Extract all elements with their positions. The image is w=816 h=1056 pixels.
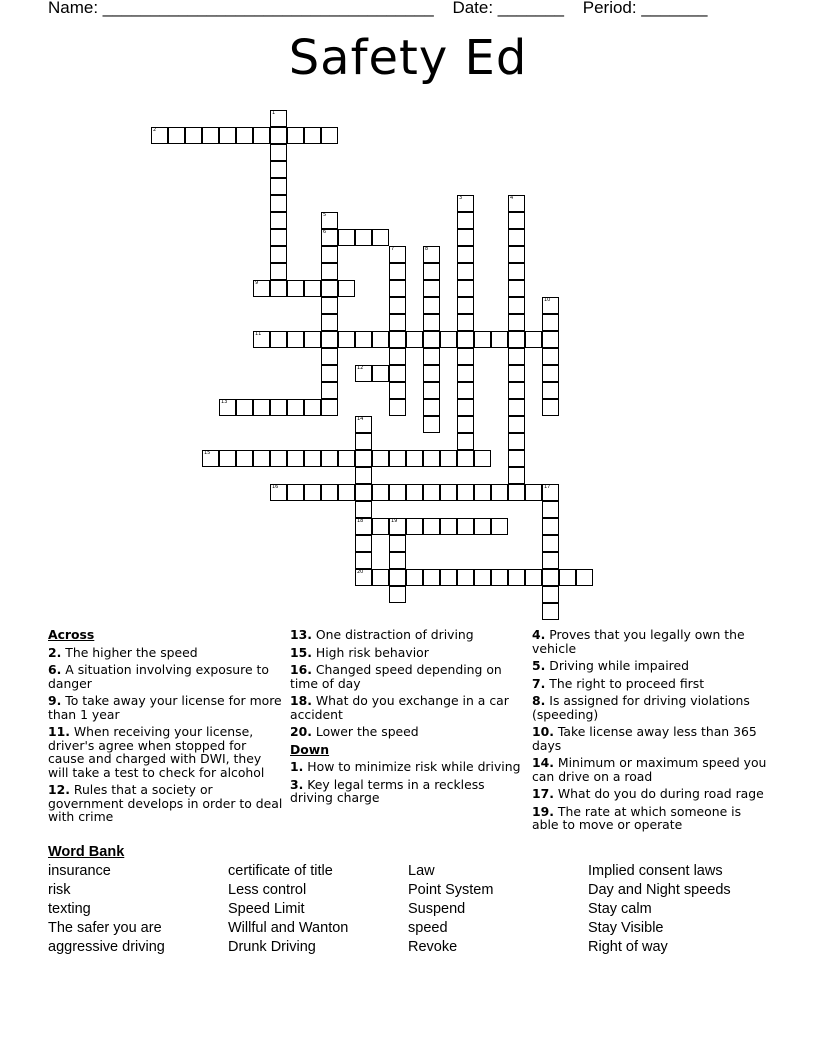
crossword-cell[interactable] <box>542 552 559 569</box>
crossword-cell[interactable] <box>457 195 474 212</box>
crossword-cell[interactable] <box>389 382 406 399</box>
crossword-cell[interactable] <box>338 484 355 501</box>
crossword-cell[interactable] <box>338 331 355 348</box>
word-bank-item: Stay Visible <box>588 920 664 936</box>
crossword-cell[interactable] <box>219 127 236 144</box>
crossword-cell[interactable] <box>253 331 270 348</box>
page-title: Safety Ed <box>288 30 528 86</box>
word-bank-item: Point System <box>408 882 494 898</box>
crossword-cell[interactable] <box>423 331 440 348</box>
crossword-cell[interactable] <box>423 348 440 365</box>
crossword-cell[interactable] <box>321 297 338 314</box>
crossword-cell[interactable] <box>270 263 287 280</box>
crossword-cell[interactable] <box>389 450 406 467</box>
clue-across-16: 16. Changed speed depending on time of day <box>290 662 502 691</box>
crossword-cell[interactable] <box>440 484 457 501</box>
crossword-cell[interactable] <box>321 450 338 467</box>
crossword-cell[interactable] <box>457 518 474 535</box>
crossword-cell[interactable] <box>406 331 423 348</box>
clue-across-6: 6. A situation involving exposure to danger <box>48 662 269 691</box>
crossword-cell[interactable] <box>372 450 389 467</box>
clue-across-18: 18. What do you exchange in a car accident <box>290 693 509 722</box>
crossword-cell[interactable] <box>389 348 406 365</box>
clue-down-7: 7. The right to proceed first <box>532 675 705 691</box>
crossword-cell[interactable] <box>389 484 406 501</box>
down-heading: Down <box>290 741 330 757</box>
crossword-cell[interactable] <box>508 467 525 484</box>
crossword-cell[interactable] <box>304 484 321 501</box>
word-bank-column-2 <box>228 862 408 957</box>
crossword-cell[interactable] <box>508 280 525 297</box>
crossword-cell[interactable] <box>457 416 474 433</box>
crossword-cell[interactable] <box>270 212 287 229</box>
crossword-cell[interactable] <box>389 365 406 382</box>
word-bank-item: risk <box>48 882 71 898</box>
crossword-cell[interactable] <box>457 263 474 280</box>
crossword-cell[interactable] <box>270 178 287 195</box>
crossword-cell[interactable] <box>389 297 406 314</box>
crossword-cell[interactable] <box>406 484 423 501</box>
crossword-cell[interactable] <box>321 331 338 348</box>
crossword-cell[interactable] <box>491 569 508 586</box>
word-bank-item: Less control <box>228 882 307 898</box>
crossword-cell[interactable] <box>304 331 321 348</box>
crossword-cell[interactable] <box>270 280 287 297</box>
crossword-cell[interactable] <box>355 518 372 535</box>
crossword-cell[interactable] <box>508 348 525 365</box>
crossword-cell[interactable] <box>440 569 457 586</box>
crossword-cell[interactable] <box>542 348 559 365</box>
crossword-cell[interactable] <box>253 450 270 467</box>
clue-number: 20 <box>357 569 364 575</box>
clue-number: 4 <box>510 195 514 201</box>
crossword-cell[interactable] <box>389 314 406 331</box>
crossword-cell[interactable] <box>406 569 423 586</box>
crossword-cell[interactable] <box>236 399 253 416</box>
clue-number: 8 <box>425 246 429 252</box>
crossword-cell[interactable] <box>355 535 372 552</box>
word-bank-item: Revoke <box>408 939 458 955</box>
crossword-cell[interactable] <box>202 450 219 467</box>
crossword-cell[interactable] <box>508 416 525 433</box>
crossword-cell[interactable] <box>338 229 355 246</box>
word-bank-column-1 <box>48 862 228 957</box>
crossword-cell[interactable] <box>423 399 440 416</box>
period-line[interactable]: Period: _______ <box>582 0 708 17</box>
clue-number: 11 <box>255 331 262 337</box>
word-bank-item: insurance <box>48 863 111 879</box>
clue-down-10: 10. Take license away less than 365 days <box>532 724 757 753</box>
crossword-cell[interactable] <box>508 433 525 450</box>
clue-column-3 <box>532 628 768 836</box>
crossword-cell[interactable] <box>508 297 525 314</box>
clue-number: 7 <box>391 246 395 252</box>
word-bank-item: Implied consent laws <box>588 863 723 879</box>
crossword-cell[interactable] <box>355 467 372 484</box>
crossword-cell[interactable] <box>355 484 372 501</box>
crossword-cell[interactable] <box>508 263 525 280</box>
crossword-cell[interactable] <box>270 229 287 246</box>
crossword-cell[interactable] <box>236 127 253 144</box>
clue-across-12: 12. Rules that a society or government develops in order to deal with crime <box>48 782 283 824</box>
clue-number: 9 <box>255 280 259 286</box>
crossword-cell[interactable] <box>389 399 406 416</box>
crossword-cell[interactable] <box>389 331 406 348</box>
crossword-cell[interactable] <box>355 365 372 382</box>
clue-down-4: 4. Proves that you legally own the vehicle <box>532 627 745 656</box>
clue-number: 13 <box>221 399 228 405</box>
crossword-cell[interactable] <box>542 518 559 535</box>
crossword-cell[interactable] <box>253 280 270 297</box>
crossword-cell[interactable] <box>270 246 287 263</box>
crossword-cell[interactable] <box>372 365 389 382</box>
crossword-cell[interactable] <box>491 484 508 501</box>
word-bank-item: Willful and Wanton <box>228 920 349 936</box>
crossword-cell[interactable] <box>287 280 304 297</box>
word-bank-item: Drunk Driving <box>228 939 316 955</box>
crossword-cell[interactable] <box>440 450 457 467</box>
crossword-cell[interactable] <box>372 518 389 535</box>
crossword-cell[interactable] <box>440 518 457 535</box>
clue-column-1 <box>48 628 284 828</box>
crossword-cell[interactable] <box>508 212 525 229</box>
clue-across-2: 2. The higher the speed <box>48 644 198 660</box>
crossword-cell[interactable] <box>542 297 559 314</box>
word-bank-item: Right of way <box>588 939 668 955</box>
word-bank-item: certificate of title <box>228 863 333 879</box>
clue-number: 6 <box>323 229 327 235</box>
crossword-cell[interactable] <box>525 484 542 501</box>
crossword-cell[interactable] <box>389 552 406 569</box>
crossword-cell[interactable] <box>559 569 576 586</box>
crossword-cell[interactable] <box>542 535 559 552</box>
crossword-cell[interactable] <box>389 263 406 280</box>
crossword-cell[interactable] <box>423 280 440 297</box>
crossword-cell[interactable] <box>321 127 338 144</box>
clue-number: 2 <box>153 127 157 133</box>
crossword-cell[interactable] <box>576 569 593 586</box>
crossword-cell[interactable] <box>457 433 474 450</box>
crossword-cell[interactable] <box>508 331 525 348</box>
crossword-cell[interactable] <box>321 246 338 263</box>
crossword-cell[interactable] <box>287 484 304 501</box>
word-bank-item: Suspend <box>408 901 466 917</box>
clue-across-13: 13. One distraction of driving <box>290 627 474 642</box>
crossword-cell[interactable] <box>508 399 525 416</box>
crossword-cell[interactable] <box>508 365 525 382</box>
crossword-cell[interactable] <box>321 399 338 416</box>
crossword-cell[interactable] <box>457 569 474 586</box>
crossword-cell[interactable] <box>508 314 525 331</box>
crossword-cell[interactable] <box>406 450 423 467</box>
crossword-cell[interactable] <box>440 331 457 348</box>
crossword-cell[interactable] <box>372 569 389 586</box>
date-line[interactable]: Date: _______ <box>452 0 564 17</box>
crossword-cell[interactable] <box>253 399 270 416</box>
crossword-cell[interactable] <box>355 569 372 586</box>
crossword-cell[interactable] <box>321 348 338 365</box>
crossword-cell[interactable] <box>423 450 440 467</box>
clue-number: 17 <box>544 484 551 490</box>
crossword-cell[interactable] <box>321 229 338 246</box>
crossword-cell[interactable] <box>287 331 304 348</box>
crossword-cell[interactable] <box>474 569 491 586</box>
crossword-cell[interactable] <box>542 586 559 603</box>
crossword-cell[interactable] <box>355 450 372 467</box>
clue-number: 12 <box>357 365 364 371</box>
crossword-cell[interactable] <box>457 297 474 314</box>
crossword-cell[interactable] <box>508 246 525 263</box>
crossword-cell[interactable] <box>321 280 338 297</box>
crossword-cell[interactable] <box>423 484 440 501</box>
crossword-cell[interactable] <box>304 280 321 297</box>
word-bank-item: Day and Night speeds <box>588 882 731 898</box>
crossword-cell[interactable] <box>542 382 559 399</box>
crossword-cell[interactable] <box>508 450 525 467</box>
crossword-cell[interactable] <box>542 314 559 331</box>
crossword-cell[interactable] <box>355 433 372 450</box>
clue-number: 3 <box>459 195 463 201</box>
clue-number: 1 <box>272 110 276 116</box>
crossword-cell[interactable] <box>542 484 559 501</box>
crossword-cell[interactable] <box>321 314 338 331</box>
crossword-cell[interactable] <box>389 569 406 586</box>
clue-down-5: 5. Driving while impaired <box>532 658 689 673</box>
crossword-cell[interactable] <box>542 399 559 416</box>
crossword-cell[interactable] <box>389 246 406 263</box>
crossword-cell[interactable] <box>508 569 525 586</box>
crossword-cell[interactable] <box>270 195 287 212</box>
crossword-cell[interactable] <box>372 229 389 246</box>
crossword-cell[interactable] <box>423 263 440 280</box>
word-bank-item: texting <box>48 901 91 917</box>
crossword-cell[interactable] <box>168 127 185 144</box>
crossword-cell[interactable] <box>457 450 474 467</box>
crossword-cell[interactable] <box>423 518 440 535</box>
clue-down-19: 19. The rate at which someone is able to move or operate <box>532 803 742 832</box>
clue-number: 14 <box>357 416 364 422</box>
clue-down-14: 14. Minimum or maximum speed you can drive on a road <box>532 755 767 784</box>
crossword-cell[interactable] <box>304 127 321 144</box>
crossword-cell[interactable] <box>457 348 474 365</box>
crossword-cell[interactable] <box>389 535 406 552</box>
clue-across-20: 20. Lower the speed <box>290 724 419 739</box>
crossword-cell[interactable] <box>491 331 508 348</box>
crossword-cell[interactable] <box>423 297 440 314</box>
word-bank-item: The safer you are <box>48 920 162 936</box>
crossword-cell[interactable] <box>338 280 355 297</box>
crossword-cell[interactable] <box>270 399 287 416</box>
clue-across-15: 15. High risk behavior <box>290 644 429 660</box>
crossword-cell[interactable] <box>406 518 423 535</box>
crossword-cell[interactable] <box>270 127 287 144</box>
crossword-cell[interactable] <box>321 382 338 399</box>
crossword-cell[interactable] <box>321 484 338 501</box>
crossword-cell[interactable] <box>338 450 355 467</box>
crossword-cell[interactable] <box>270 484 287 501</box>
word-bank-item: aggressive driving <box>48 939 165 955</box>
crossword-cell[interactable] <box>304 399 321 416</box>
crossword-cell[interactable] <box>457 382 474 399</box>
crossword-cell[interactable] <box>287 450 304 467</box>
crossword-cell[interactable] <box>151 127 168 144</box>
crossword-cell[interactable] <box>474 450 491 467</box>
crossword-cell[interactable] <box>185 127 202 144</box>
crossword-cell[interactable] <box>372 331 389 348</box>
crossword-cell[interactable] <box>423 382 440 399</box>
name-line[interactable]: Name: ___________________________________ <box>48 0 434 17</box>
crossword-cell[interactable] <box>253 127 270 144</box>
crossword-cell[interactable] <box>202 127 219 144</box>
word-bank-title: Word Bank <box>48 844 125 860</box>
crossword-cell[interactable] <box>542 365 559 382</box>
crossword-cell[interactable] <box>474 331 491 348</box>
crossword-cell[interactable] <box>508 484 525 501</box>
crossword-cell[interactable] <box>542 569 559 586</box>
crossword-cell[interactable] <box>508 195 525 212</box>
crossword-cell[interactable] <box>457 212 474 229</box>
crossword-cell[interactable] <box>423 246 440 263</box>
crossword-cell[interactable] <box>457 246 474 263</box>
crossword-cell[interactable] <box>287 127 304 144</box>
clue-down-3: 3. Key legal terms in a reckless driving charge <box>290 776 485 805</box>
crossword-cell[interactable] <box>491 518 508 535</box>
word-bank-item: Law <box>408 863 435 879</box>
clue-number: 15 <box>204 450 211 456</box>
crossword-cell[interactable] <box>457 399 474 416</box>
word-bank-column-4 <box>588 862 768 957</box>
clue-down-17: 17. What do you do during road rage <box>532 786 764 801</box>
word-bank-column-3 <box>408 862 588 957</box>
crossword-cell[interactable] <box>542 603 559 620</box>
crossword-cell[interactable] <box>457 484 474 501</box>
crossword-cell[interactable] <box>457 314 474 331</box>
crossword-cell[interactable] <box>321 212 338 229</box>
crossword-cell[interactable] <box>321 365 338 382</box>
clue-number: 10 <box>544 297 551 303</box>
word-bank-item: Stay calm <box>588 901 652 917</box>
crossword-cell[interactable] <box>270 161 287 178</box>
crossword-cell[interactable] <box>270 450 287 467</box>
crossword-cell[interactable] <box>457 331 474 348</box>
word-bank-item: Speed Limit <box>228 901 305 917</box>
across-heading: Across <box>48 627 95 642</box>
crossword-cell[interactable] <box>321 263 338 280</box>
crossword-cell[interactable] <box>508 382 525 399</box>
crossword-cell[interactable] <box>389 586 406 603</box>
clue-down-1: 1. How to minimize risk while driving <box>290 759 521 774</box>
crossword-cell[interactable] <box>508 229 525 246</box>
crossword-cell[interactable] <box>270 331 287 348</box>
clue-across-9: 9. To take away your license for more than 1 year <box>48 693 282 722</box>
crossword-cell[interactable] <box>372 484 389 501</box>
crossword-cell[interactable] <box>304 450 321 467</box>
crossword-cell[interactable] <box>355 416 372 433</box>
crossword-cell[interactable] <box>270 110 287 127</box>
crossword-cell[interactable] <box>287 399 304 416</box>
clue-number: 5 <box>323 212 327 218</box>
crossword-cell[interactable] <box>236 450 253 467</box>
clue-number: 19 <box>391 518 398 524</box>
crossword-cell[interactable] <box>542 331 559 348</box>
crossword-cell[interactable] <box>457 280 474 297</box>
crossword-cell[interactable] <box>389 518 406 535</box>
crossword-cell[interactable] <box>525 331 542 348</box>
clue-number: 16 <box>272 484 279 490</box>
clue-column-2 <box>290 628 526 809</box>
crossword-cell[interactable] <box>423 365 440 382</box>
crossword-cell[interactable] <box>355 331 372 348</box>
crossword-cell[interactable] <box>542 501 559 518</box>
crossword-cell[interactable] <box>389 280 406 297</box>
crossword-cell[interactable] <box>219 399 236 416</box>
crossword-cell[interactable] <box>457 365 474 382</box>
crossword-cell[interactable] <box>270 144 287 161</box>
crossword-cell[interactable] <box>423 314 440 331</box>
crossword-cell[interactable] <box>525 569 542 586</box>
crossword-cell[interactable] <box>219 450 236 467</box>
crossword-cell[interactable] <box>474 484 491 501</box>
crossword-cell[interactable] <box>423 416 440 433</box>
word-bank-item: speed <box>408 920 448 936</box>
clue-down-8: 8. Is assigned for driving violations (speeding) <box>532 693 750 722</box>
clue-number: 18 <box>357 518 364 524</box>
clue-across-11: 11. When receiving your license, driver's agree when stopped for cause and charged with DWI, they will take a test to check for alcohol <box>48 724 265 780</box>
crossword-cell[interactable] <box>474 518 491 535</box>
crossword-cell[interactable] <box>355 501 372 518</box>
crossword-cell[interactable] <box>355 552 372 569</box>
crossword-cell[interactable] <box>423 569 440 586</box>
crossword-cell[interactable] <box>355 229 372 246</box>
crossword-cell[interactable] <box>457 229 474 246</box>
